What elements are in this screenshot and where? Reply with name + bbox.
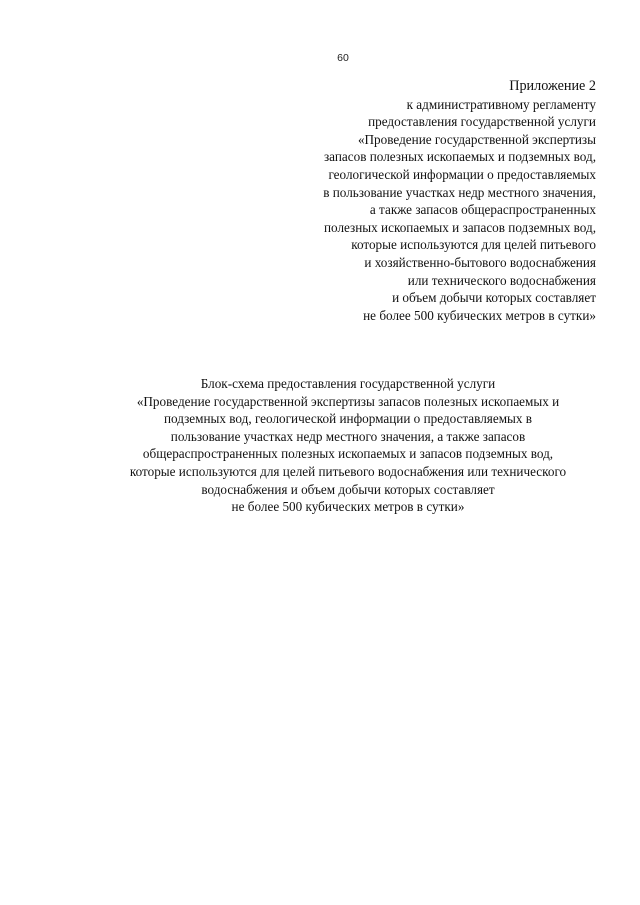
appendix-line: полезных ископаемых и запасов подземных вод, [323, 219, 596, 235]
appendix-line: не более 500 кубических метров в сутки» [363, 307, 596, 323]
scheme-title-line: общераспространенных полезных ископаемых и запасов подземных вод, [142, 446, 554, 462]
appendix-line: а также запасов общераспространенных [369, 202, 596, 218]
scheme-title-line: Блок-схема предоставления государственной услуги [200, 376, 496, 391]
appendix-line: или технического водоснабжения [407, 272, 596, 288]
scheme-title-line: не более 500 кубических метров в сутки» [231, 499, 465, 515]
scheme-title-line: пользование участках недр местного значения, а также запасов [170, 428, 526, 444]
appendix-line: «Проведение государственной экспертизы [357, 131, 596, 147]
appendix-line: геологической информации о предоставляемых [328, 166, 596, 182]
appendix-header [196, 78, 596, 324]
scheme-title-line: которые используются для целей питьевого водоснабжения или технического [129, 463, 567, 479]
appendix-line: предоставления государственной услуги [368, 114, 596, 130]
appendix-line: и хозяйственно-бытового водоснабжения [364, 254, 596, 270]
scheme-title [80, 375, 616, 516]
appendix-line: к административному регламенту [406, 96, 596, 112]
scheme-title-line: водоснабжения и объем добычи которых составляет [201, 481, 495, 497]
appendix-line: запасов полезных ископаемых и подземных вод, [323, 149, 596, 165]
scheme-title-line: подземных вод, геологической информации о предоставляемых в [163, 411, 533, 427]
appendix-line: Приложение 2 [509, 78, 596, 94]
appendix-line: которые используются для целей питьевого [351, 237, 596, 253]
page-number: 60 [337, 52, 349, 64]
appendix-line: и объем добычи которых составляет [392, 290, 596, 306]
scheme-title-line: «Проведение государственной экспертизы запасов полезных ископаемых и [136, 393, 560, 409]
appendix-line: в пользование участках недр местного значения, [323, 184, 596, 200]
